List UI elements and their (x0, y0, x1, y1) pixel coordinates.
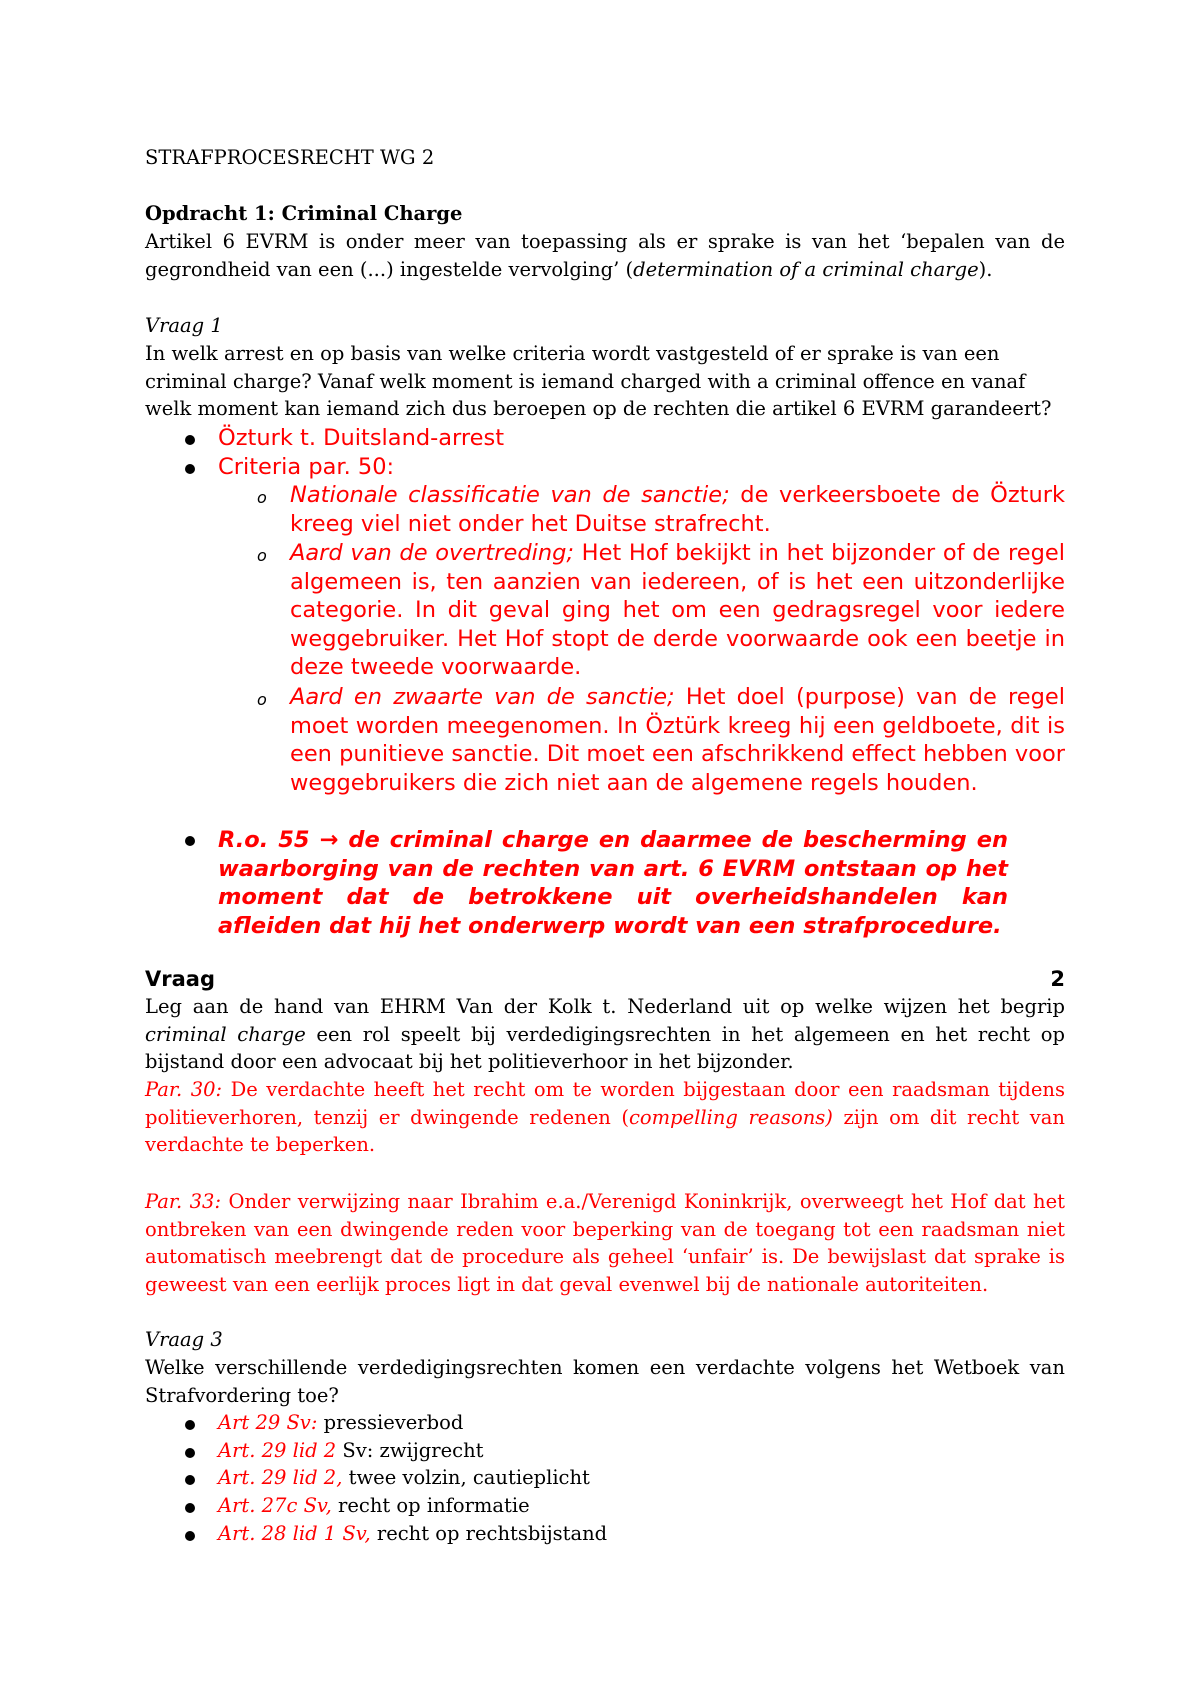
vraag3-list-item (218, 1520, 1058, 1548)
vraag1-sub-criterion-3 (290, 683, 1065, 797)
list-item-ref: Art. 28 lid 1 Sv, (218, 1522, 371, 1545)
vraag2-label-word: Vraag (145, 967, 215, 991)
bullet-icon (185, 464, 195, 474)
bullet-icon (185, 1531, 195, 1541)
list-item-text: Sv: zwijgrecht (336, 1439, 484, 1462)
vraag1-sub-criterion-2 (290, 539, 1065, 682)
vraag1-label: Vraag 1 (145, 314, 223, 337)
vraag3-list-item (218, 1464, 1058, 1492)
document-title: STRAFPROCESRECHT WG 2 (145, 146, 435, 169)
circle-bullet-icon: o (257, 488, 267, 507)
vraag3-list-item (218, 1492, 1058, 1520)
par30-text-part2: zijn om dit recht van verdachte te beperken. (145, 1105, 1065, 1156)
vraag2-label (145, 965, 1065, 993)
bullet-icon (185, 1475, 195, 1485)
vraag2-question-part2: een rol speelt bij verdedigingsrechten in het algemeen en het recht op bijstand door een advocaat bij het politieverhoor in het bijzonder. (145, 1022, 1065, 1073)
vraag3-label: Vraag 3 (145, 1328, 223, 1351)
bullet-icon (185, 836, 195, 846)
list-item-text: recht op informatie (331, 1494, 530, 1517)
opdracht1-intro (145, 228, 1065, 283)
criterion-1-title: Nationale classificatie van de sanctie; (290, 482, 730, 508)
vraag3-list-item (218, 1409, 1058, 1437)
opdracht1-intro-part1: Artikel 6 EVRM is onder meer van toepassing als er sprake is van het ‘bepalen van de gegrondheid van een (...) ingestelde vervolging’ ( (145, 230, 1065, 281)
par33-text: Onder verwijzing naar Ibrahim e.a./Verenigd Koninkrijk, overweegt het Hof dat het ontbreken van een dwingende reden voor beperking van de toegang tot een raadsman niet automatisch meebrengt dat de procedure als geheel ‘unfair’ is. De bewijslast dat sprake is geweest van een eerlijk proces ligt in dat geval evenwel bij de nationale autoriteiten. (145, 1190, 1065, 1296)
vraag1-bullet-criteria: Criteria par. 50: (218, 454, 395, 480)
vraag2-par33 (145, 1188, 1065, 1298)
circle-bullet-icon: o (257, 690, 267, 709)
list-item-ref: Art. 27c Sv, (218, 1494, 332, 1517)
vraag2-label-number: 2 (1050, 967, 1065, 991)
bullet-icon (185, 1503, 195, 1513)
bullet-icon (185, 435, 195, 445)
vraag3-list-item (218, 1437, 1058, 1465)
circle-bullet-icon: o (257, 546, 267, 565)
bullet-icon (185, 1420, 195, 1430)
opdracht1-heading: Opdracht 1: Criminal Charge (145, 202, 463, 225)
criterion-3-text: Het doel (purpose) van de regel moet worden meegenomen. In Öztürk kreeg hij een geldboete, dit is een punitieve sanctie. Dit moet een afschrikkend effect hebben voor weggebruikers die zich niet aan de algemene regels houden. (290, 684, 1065, 796)
vraag2-question-part1: Leg aan de hand van EHRM Van der Kolk t. Nederland uit op welke wijzen het begrip (145, 995, 1065, 1018)
list-item-text: pressieverbod (317, 1411, 464, 1434)
par30-label: Par. 30: (145, 1078, 223, 1101)
criterion-3-title: Aard en zwaarte van de sanctie; (290, 684, 675, 710)
opdracht1-intro-italic: determination of a criminal charge (633, 257, 979, 281)
vraag1-bullet-ro55: R.o. 55 → de criminal charge en daarmee de bescherming en waarborging van de rechten van art. 6 EVRM ontstaan op het moment dat de betrokkene uit overheidshandelen kan afleiden dat hij het onderwerp wordt van een strafprocedure. (218, 827, 1008, 939)
criterion-1-text: de verkeersboete de Özturk kreeg viel niet onder het Duitse strafrecht. (290, 482, 1065, 537)
list-item-text: twee volzin, cautieplicht (342, 1466, 590, 1489)
vraag1-sub-criterion-1 (290, 481, 1065, 538)
list-item-ref: Art 29 Sv: (218, 1411, 318, 1434)
criterion-2-title: Aard van de overtreding; (290, 540, 574, 566)
list-item-ref: Art. 29 lid 2, (218, 1466, 343, 1489)
bullet-icon (185, 1448, 195, 1458)
vraag2-par30 (145, 1076, 1065, 1159)
par30-italic: compelling reasons) (628, 1105, 833, 1129)
vraag2-question (145, 993, 1065, 1076)
opdracht1-intro-part2: ). (978, 257, 993, 281)
criterion-2-text: Het Hof bekijkt in het bijzonder of de regel algemeen is, ten aanzien van iedereen, of is het een uitzonderlijke categorie. In dit geval ging het om een gedragsregel voor iedere weggebruiker. Het Hof stopt de derde voorwaarde ook een beetje in deze tweede voorwaarde. (290, 540, 1065, 681)
vraag2-question-italic: criminal charge (145, 1022, 306, 1046)
list-item-ref: Art. 29 lid 2 (218, 1439, 337, 1462)
par33-label: Par. 33: (145, 1190, 222, 1213)
par30-text-part1: De verdachte heeft het recht om te worden bijgestaan door een raadsman tijdens politieverhoren, tenzij er dwingende redenen ( (145, 1078, 1065, 1129)
vraag3-question: Welke verschillende verdedigingsrechten komen een verdachte volgens het Wetboek van Strafvordering toe? (145, 1356, 1065, 1407)
vraag1-bullet-arrest: Özturk t. Duitsland-arrest (218, 425, 505, 451)
vraag1-question: In welk arrest en op basis van welke criteria wordt vastgesteld of er sprake is van een criminal charge? Vanaf welk moment is iemand charged with a criminal offence en vanaf welk moment kan iemand zich dus beroepen op de rechten die artikel 6 EVRM garandeert? (145, 342, 1052, 420)
list-item-text: recht op rechtsbijstand (370, 1522, 608, 1545)
